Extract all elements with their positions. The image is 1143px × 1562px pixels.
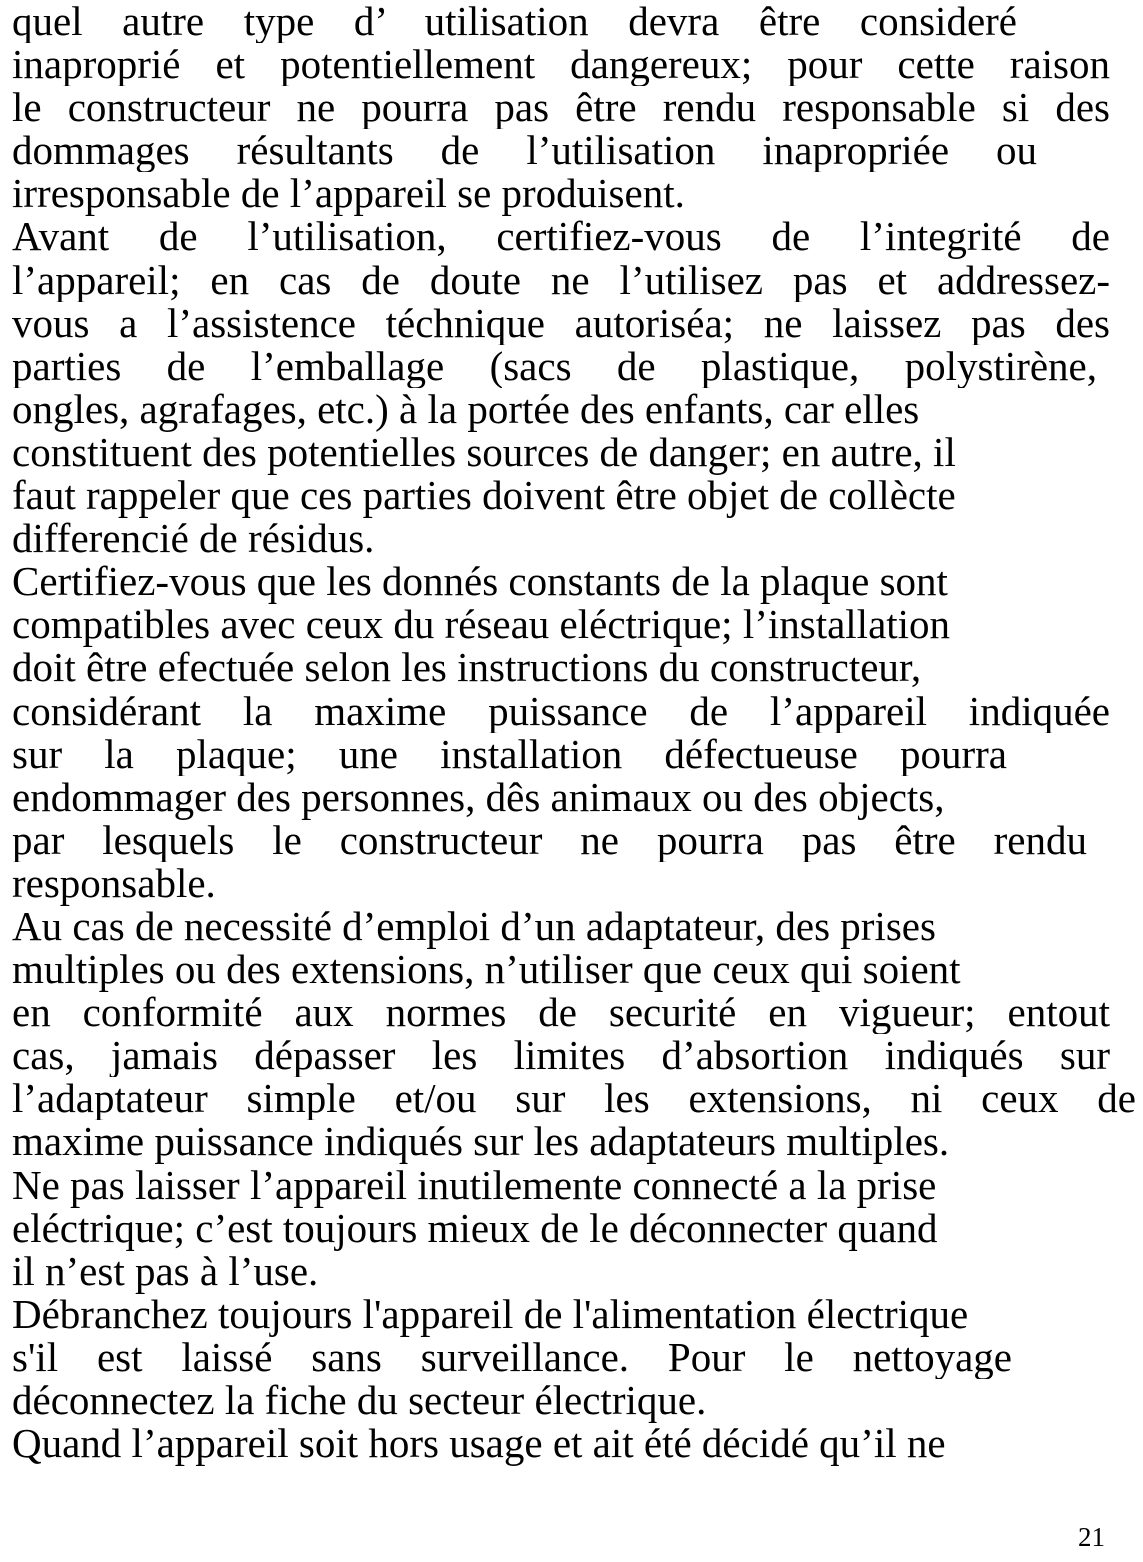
text-line: responsable. bbox=[12, 859, 216, 906]
text-line: parties de l’emballage (sacs de plastique, polystirène, bbox=[12, 344, 1097, 388]
text-line: constituent des potentielles sources de danger; en autre, il bbox=[12, 428, 956, 475]
text-line: inaproprié et potentiellement dangereux; pour cette raison bbox=[12, 43, 1110, 87]
text-line: l’adaptateur simple et/ou sur les extensions, ni ceux de bbox=[12, 1077, 1136, 1121]
text-line: par lesquels le constructeur ne pourra pas être rendu bbox=[12, 818, 1087, 862]
text-line: cas, jamais dépasser les limites d’absortion indiqués sur bbox=[12, 1034, 1110, 1078]
text-line: vous a l’assistence téchnique autoriséa; ne laissez pas des bbox=[12, 301, 1110, 345]
text-line: Quand l’appareil soit hors usage et ait été décidé qu’il ne bbox=[12, 1420, 946, 1467]
text-line: endommager des personnes, dês animaux ou des objects, bbox=[12, 773, 945, 820]
page-number: 21 bbox=[1078, 1522, 1105, 1552]
text-line: compatibles avec ceux du réseau eléctrique; l’installation bbox=[12, 601, 951, 648]
text-line: differencié de résidus. bbox=[12, 515, 375, 562]
text-line: s'il est laissé sans surveillance. Pour le nettoyage bbox=[12, 1335, 1012, 1379]
text-line: quel autre type d’ utilisation devra être consideré bbox=[12, 0, 1017, 44]
text-line: irresponsable de l’appareil se produisent. bbox=[12, 170, 685, 217]
text-line: en conformité aux normes de securité en vigueur; entout bbox=[12, 991, 1110, 1035]
text-line: sur la plaque; une installation défectueuse pourra bbox=[12, 732, 1007, 776]
text-line: Certifiez-vous que les donnés constants de la plaque sont bbox=[12, 558, 948, 605]
text-line: doit être efectuée selon les instructions du constructeur, bbox=[12, 644, 922, 691]
text-line: déconnectez la fiche du secteur électrique. bbox=[12, 1377, 707, 1423]
text-line: Au cas de necessité d’emploi d’un adaptateur, des prises bbox=[12, 902, 936, 949]
text-line: ongles, agrafages, etc.) à la portée des enfants, car elles bbox=[12, 385, 920, 432]
text-line: le constructeur ne pourra pas être rendu responsable si des bbox=[12, 86, 1110, 130]
text-line: Ne pas laisser l’appareil inutilemente connecté a la prise bbox=[12, 1161, 937, 1208]
text-line: l’appareil; en cas de doute ne l’utilisez pas et addressez- bbox=[12, 258, 1110, 302]
text-line: considérant la maxime puissance de l’appareil indiquée bbox=[12, 689, 1110, 733]
text-line: il n’est pas à l’use. bbox=[12, 1247, 319, 1294]
text-line: faut rappeler que ces parties doivent être objet de collècte bbox=[12, 472, 956, 519]
text-line: Avant de l’utilisation, certifiez-vous de l’integrité de bbox=[12, 215, 1110, 259]
text-line: multiples ou des extensions, n’utiliser que ceux qui soient bbox=[12, 946, 961, 993]
text-line: maxime puissance indiqués sur les adaptateurs multiples. bbox=[12, 1118, 950, 1165]
text-line: eléctrique; c’est toujours mieux de le déconnecter quand bbox=[12, 1204, 938, 1251]
text-line: dommages résultants de l’utilisation inapropriée ou bbox=[12, 129, 1037, 173]
document-body bbox=[12, 0, 1134, 1465]
text-line: Débranchez toujours l'appareil de l'alimentation électrique bbox=[12, 1290, 969, 1337]
